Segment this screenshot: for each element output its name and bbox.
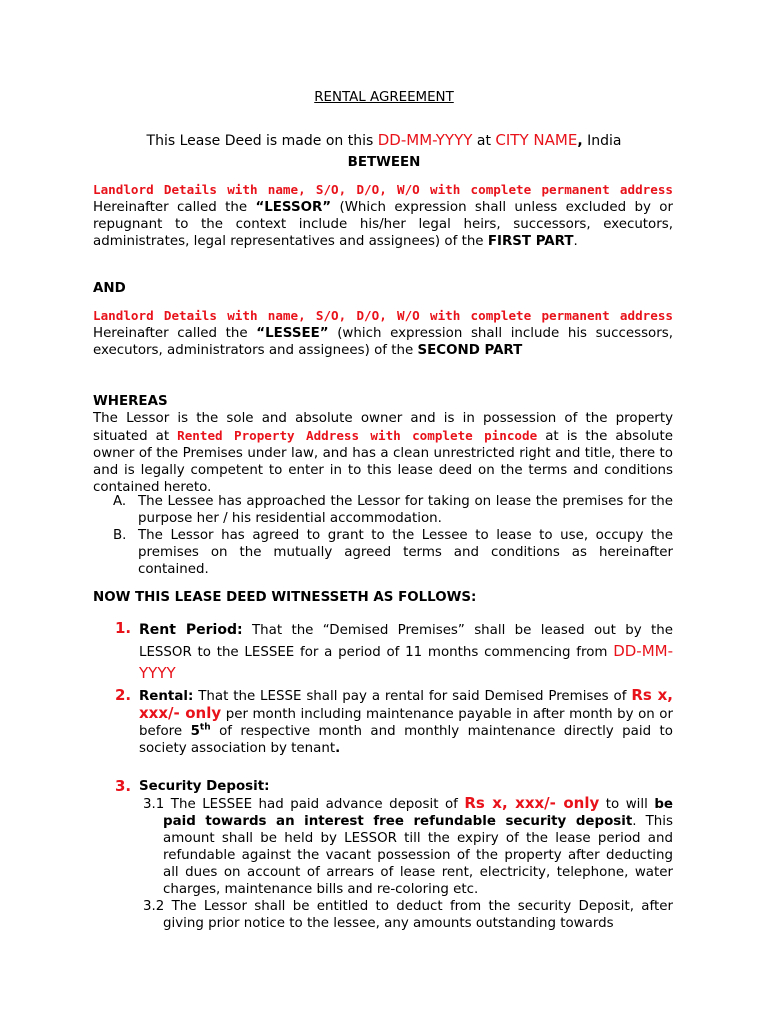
- security-deposit-subclauses: [143, 795, 673, 932]
- clause-number: 2.: [115, 686, 132, 704]
- subclause-bold: be paid towards an interest free refundable security deposit: [163, 797, 673, 829]
- lessor-end: .: [573, 234, 578, 249]
- subclause-3-1: [143, 795, 673, 898]
- lessee-part: SECOND PART: [417, 343, 523, 358]
- rent-amount: Rs x, xxx/- only: [139, 686, 674, 722]
- clause-title: Rental:: [139, 689, 194, 704]
- document-title: RENTAL AGREEMENT: [314, 90, 454, 105]
- lessor-pre: Hereinafter called the: [93, 200, 248, 215]
- intro-date: DD-MM-YYYY: [377, 131, 473, 149]
- subclause-number: 3.2: [143, 899, 165, 914]
- subclause-3-2: [143, 898, 673, 932]
- list-item: [113, 493, 673, 527]
- lessor-role: “LESSOR”: [255, 200, 332, 215]
- clause-rental: [139, 687, 673, 757]
- clause-text: That the LESSE shall pay a rental for said Demised Premises of: [198, 689, 627, 704]
- clause-title: Rent Period:: [139, 622, 243, 638]
- clause-title: Security Deposit:: [139, 779, 270, 794]
- clause-number: 1.: [115, 619, 132, 637]
- clause-text: per month including maintenance payable in after month by on or before: [139, 707, 674, 739]
- subclause-text: The Lessor shall be entitled to deduct from the security Deposit, after giving prior notice to the lessee, any amounts outstanding towards: [163, 899, 673, 931]
- lessee-pre: Hereinafter called the: [93, 326, 248, 341]
- lessor-paragraph: [93, 181, 673, 250]
- clause-text: That the “Demised Premises” shall be leased out by the LESSOR to the LESSEE for a period of 11 months commencing from: [139, 623, 673, 660]
- intro-at: at: [476, 133, 491, 149]
- intro-country: India: [587, 133, 622, 149]
- lessee-paragraph: [93, 307, 673, 359]
- due-day: 5th: [190, 722, 211, 739]
- lessee-role: “LESSEE”: [256, 326, 329, 341]
- subclause-text: The LESSEE had paid advance deposit of: [170, 797, 458, 812]
- between-heading: BETWEEN: [347, 155, 421, 170]
- intro-prefix: This Lease Deed is made on this: [146, 133, 374, 149]
- subclause-text: to will: [605, 797, 648, 812]
- whereas-post: at is the absolute owner of the Premises under law, and has a clean unrestricted right and title, there to and is legally competent to enter in to this lease deed on the terms and conditions contained hereto.: [93, 429, 673, 495]
- whereas-list: [113, 493, 673, 578]
- clause-text: of respective month and monthly maintenance directly paid to society association by tenant: [139, 724, 673, 756]
- lessee-details: Landlord Details with name, S/O, D/O, W/O with complete permanent address: [93, 308, 673, 323]
- clause-number: 3.: [115, 777, 132, 795]
- whereas-paragraph: [93, 410, 673, 496]
- lessor-part: FIRST PART: [487, 234, 574, 249]
- whereas-heading: WHEREAS: [93, 394, 168, 409]
- list-item-label: A.: [113, 494, 127, 509]
- list-item-text: The Lessee has approached the Lessor for taking on lease the premises for the purpose her / his residential accommodation.: [138, 494, 673, 526]
- list-item-label: B.: [113, 528, 127, 543]
- list-item: [113, 527, 673, 578]
- intro-line: [0, 131, 768, 150]
- clause-date: DD-MM-YYYY: [139, 642, 673, 682]
- witnesseth-heading: NOW THIS LEASE DEED WITNESSETH AS FOLLOWS:: [93, 590, 477, 605]
- deposit-amount: Rs x, xxx/- only: [464, 794, 600, 812]
- property-address: Rented Property Address with complete pincode: [177, 428, 538, 443]
- list-item-text: The Lessor has agreed to grant to the Lessee to lease to use, occupy the premises on the mutually agreed terms and conditions as hereinafter contained.: [138, 528, 673, 577]
- whereas-pre: The Lessor is the sole and absolute owner and is in possession of the property situated at: [93, 411, 673, 444]
- lessee-post: (which expression shall include his successors, executors, administrators and assignees) of the: [93, 326, 673, 358]
- subclause-text: . This amount shall be held by LESSOR till the expiry of the lease period and refundable against the vacant possession of the property after deducting all dues on account of arrears of lease rent, electricity, telephone, water charges, maintenance bills and re-coloring etc.: [163, 814, 673, 897]
- lessor-post: (Which expression shall unless excluded by or repugnant to the context include his/her legal heirs, successors, executors, administrates, legal representatives and assignees) of the: [93, 200, 673, 249]
- intro-comma: ,: [577, 133, 583, 149]
- and-heading: AND: [93, 281, 126, 296]
- clause-end: .: [335, 741, 341, 756]
- intro-city: CITY NAME: [495, 131, 578, 149]
- clause-rent-period: [139, 620, 673, 685]
- subclause-number: 3.1: [143, 797, 165, 812]
- lessor-details: Landlord Details with name, S/O, D/O, W/O with complete permanent address: [93, 182, 673, 197]
